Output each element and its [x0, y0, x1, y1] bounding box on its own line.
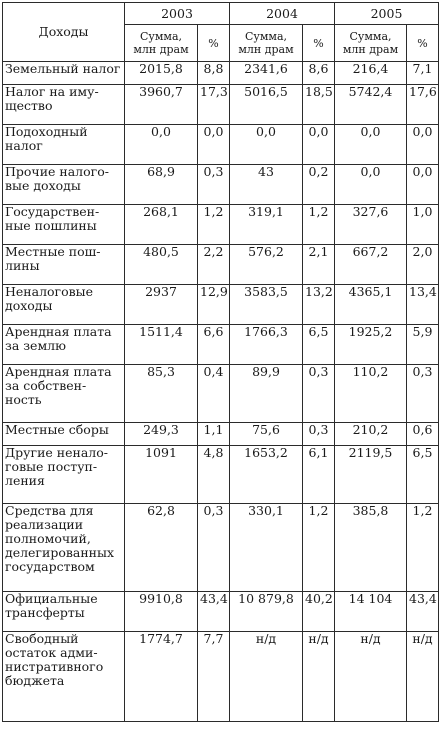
table-row	[3, 245, 439, 285]
table-row	[3, 62, 439, 85]
table-row	[3, 504, 439, 592]
cell-value: 43,4	[198, 592, 230, 632]
cell-value: 1653,2	[230, 446, 303, 504]
row-label: Неналоговые доходы	[3, 285, 125, 325]
cell-value: 4365,1	[335, 285, 407, 325]
cell-value: н/д	[230, 632, 303, 722]
cell-value: 43	[230, 165, 303, 205]
cell-value: 319,1	[230, 205, 303, 245]
cell-value: 667,2	[335, 245, 407, 285]
cell-value: 385,8	[335, 504, 407, 592]
cell-value: 0,0	[407, 165, 439, 205]
cell-value: 0,0	[230, 125, 303, 165]
header-percent: %	[198, 25, 230, 62]
header-revenue: Доходы	[3, 3, 125, 62]
cell-value: 0,2	[303, 165, 335, 205]
row-label: Прочие налого-вые доходы	[3, 165, 125, 205]
row-label: Средства для реализации полномочий, делегированных государством	[3, 504, 125, 592]
cell-value: 75,6	[230, 423, 303, 446]
cell-value: 7,1	[407, 62, 439, 85]
cell-value: 480,5	[125, 245, 198, 285]
cell-value: 3960,7	[125, 85, 198, 125]
cell-value: 0,3	[198, 504, 230, 592]
cell-value: 1,2	[303, 205, 335, 245]
revenue-table	[2, 2, 439, 722]
cell-value: 1,2	[303, 504, 335, 592]
cell-value: 1,0	[407, 205, 439, 245]
cell-value: 68,9	[125, 165, 198, 205]
cell-value: 4,8	[198, 446, 230, 504]
cell-value: 5016,5	[230, 85, 303, 125]
row-label: Государствен-ные пошлины	[3, 205, 125, 245]
header-year-2004: 2004	[230, 3, 335, 25]
cell-value: 17,6	[407, 85, 439, 125]
header-sum: Сумма, млн драм	[125, 25, 198, 62]
header-percent: %	[303, 25, 335, 62]
cell-value: н/д	[335, 632, 407, 722]
row-label: Подоходный налог	[3, 125, 125, 165]
cell-value: 13,2	[303, 285, 335, 325]
cell-value: 43,4	[407, 592, 439, 632]
cell-value: 10 879,8	[230, 592, 303, 632]
cell-value: 9910,8	[125, 592, 198, 632]
header-year-2003: 2003	[125, 3, 230, 25]
cell-value: 0,0	[125, 125, 198, 165]
row-label: Другие ненало-говые поступ-ления	[3, 446, 125, 504]
cell-value: 6,1	[303, 446, 335, 504]
table-row	[3, 446, 439, 504]
row-label: Свободный остаток адми-нистративного бюджета	[3, 632, 125, 722]
cell-value: 2015,8	[125, 62, 198, 85]
cell-value: 1,2	[407, 504, 439, 592]
cell-value: 268,1	[125, 205, 198, 245]
cell-value: 5,9	[407, 325, 439, 365]
row-label: Земельный налог	[3, 62, 125, 85]
row-label: Официальные трансферты	[3, 592, 125, 632]
table-row	[3, 632, 439, 722]
cell-value: 0,0	[335, 125, 407, 165]
cell-value: 18,5	[303, 85, 335, 125]
cell-value: 1774,7	[125, 632, 198, 722]
cell-value: 2937	[125, 285, 198, 325]
cell-value: 7,7	[198, 632, 230, 722]
cell-value: 5742,4	[335, 85, 407, 125]
cell-value: н/д	[303, 632, 335, 722]
cell-value: 0,3	[303, 365, 335, 423]
cell-value: 3583,5	[230, 285, 303, 325]
cell-value: 330,1	[230, 504, 303, 592]
cell-value: 2119,5	[335, 446, 407, 504]
table-row	[3, 85, 439, 125]
cell-value: 85,3	[125, 365, 198, 423]
cell-value: 0,6	[407, 423, 439, 446]
cell-value: 14 104	[335, 592, 407, 632]
header-sum: Сумма, млн драм	[230, 25, 303, 62]
cell-value: 0,3	[198, 165, 230, 205]
table-row	[3, 423, 439, 446]
cell-value: 0,0	[303, 125, 335, 165]
cell-value: 6,6	[198, 325, 230, 365]
cell-value: 110,2	[335, 365, 407, 423]
cell-value: 1925,2	[335, 325, 407, 365]
cell-value: 327,6	[335, 205, 407, 245]
row-label: Арендная плата за землю	[3, 325, 125, 365]
cell-value: 0,3	[303, 423, 335, 446]
header-percent: %	[407, 25, 439, 62]
cell-value: 0,0	[407, 125, 439, 165]
cell-value: 2341,6	[230, 62, 303, 85]
table-row	[3, 365, 439, 423]
cell-value: 2,0	[407, 245, 439, 285]
cell-value: 1766,3	[230, 325, 303, 365]
table-row	[3, 325, 439, 365]
cell-value: 576,2	[230, 245, 303, 285]
cell-value: 1,2	[198, 205, 230, 245]
cell-value: 8,8	[198, 62, 230, 85]
cell-value: 0,4	[198, 365, 230, 423]
table-row	[3, 205, 439, 245]
cell-value: 8,6	[303, 62, 335, 85]
cell-value: 0,0	[335, 165, 407, 205]
cell-value: 6,5	[303, 325, 335, 365]
cell-value: 216,4	[335, 62, 407, 85]
header-year-2005: 2005	[335, 3, 439, 25]
cell-value: 210,2	[335, 423, 407, 446]
row-label: Арендная плата за собствен-ность	[3, 365, 125, 423]
cell-value: 0,0	[198, 125, 230, 165]
cell-value: 2,2	[198, 245, 230, 285]
cell-value: 1091	[125, 446, 198, 504]
table-row	[3, 285, 439, 325]
cell-value: 6,5	[407, 446, 439, 504]
header-sum: Сумма, млн драм	[335, 25, 407, 62]
table-row	[3, 165, 439, 205]
cell-value: 17,3	[198, 85, 230, 125]
table-row	[3, 592, 439, 632]
cell-value: 62,8	[125, 504, 198, 592]
cell-value: 249,3	[125, 423, 198, 446]
row-label: Местные сборы	[3, 423, 125, 446]
table-row	[3, 125, 439, 165]
cell-value: 40,2	[303, 592, 335, 632]
cell-value: 0,3	[407, 365, 439, 423]
cell-value: 2,1	[303, 245, 335, 285]
cell-value: 13,4	[407, 285, 439, 325]
row-label: Налог на иму-щество	[3, 85, 125, 125]
cell-value: 1511,4	[125, 325, 198, 365]
cell-value: н/д	[407, 632, 439, 722]
cell-value: 12,9	[198, 285, 230, 325]
cell-value: 89,9	[230, 365, 303, 423]
row-label: Местные пош-лины	[3, 245, 125, 285]
cell-value: 1,1	[198, 423, 230, 446]
